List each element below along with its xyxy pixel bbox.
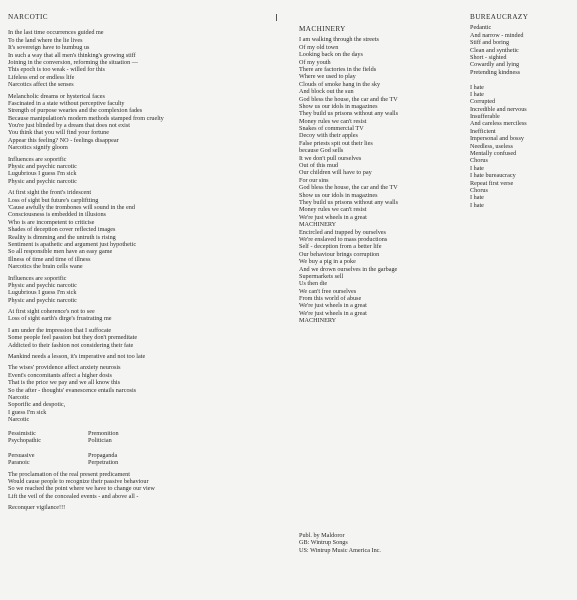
- lyric-line: Inefficient: [470, 127, 496, 135]
- lyric-line: So the after - thoughts' evanescence entails narcosis: [8, 386, 137, 394]
- lyric-line: We can't free ourselves: [299, 287, 357, 295]
- lyric-line: Loss of sight earth's dirge's frustrating me: [8, 315, 112, 323]
- narcotic-verse-1: [8, 29, 270, 88]
- lyric-line: So all responsible men have an easy game: [8, 248, 113, 256]
- machinery-lyrics: [299, 36, 449, 324]
- lyric-line: Soporific and despotic,: [8, 401, 66, 409]
- lyric-line: This epoch is too weak - willed for this: [8, 66, 105, 74]
- lyric-line: The wises' providence affect anxiety neurosis: [8, 364, 121, 372]
- lyric-line: We're enslaved to mass productions: [299, 235, 388, 243]
- lyric-line: I hate: [470, 83, 484, 91]
- lyric-line: And block out the sun: [299, 88, 354, 96]
- lyric-line: Physic and psychic narcotic: [8, 163, 77, 171]
- bureaucrazy-column: [470, 14, 574, 209]
- lyric-line: Psychopathic: [8, 436, 41, 444]
- lyric-line: because God sells: [299, 147, 344, 155]
- lyric-line: In the last time occurrences guided me: [8, 29, 104, 37]
- lyric-line: Politician: [88, 436, 112, 444]
- narcotic-verse-5: [8, 327, 270, 349]
- lyric-line: We're just wheels in a great: [299, 213, 367, 221]
- lyric-line: To the land where the lie lives: [8, 36, 83, 44]
- machinery-title: MACHINERY: [299, 25, 346, 33]
- lyric-line: Joining in the conversion, reforming the situation —: [8, 58, 138, 66]
- lyric-line: In such a way that all men's thinking's growing stiff: [8, 51, 136, 59]
- lyric-line: Needless, useless: [470, 142, 513, 150]
- lyric-line: Consciousness is embedded in illusions: [8, 211, 106, 219]
- lyric-line: God bless the house, the car and the TV: [299, 184, 398, 192]
- narcotic-verse-3: [8, 189, 270, 270]
- lyric-line: We're just wheels in a great: [299, 309, 367, 317]
- lyric-line: Appear this feeling? NO - feelings disappear: [8, 136, 119, 144]
- lyric-line: MACHINERY: [299, 221, 337, 229]
- lyric-line: Our children will have to pay: [299, 169, 372, 177]
- lyric-line: That is the price we pay and we all know this: [8, 379, 121, 387]
- lyric-line: MACHINERY: [299, 317, 337, 325]
- lyric-line: [8, 444, 88, 451]
- lyric-line: I hate: [470, 164, 484, 172]
- lyric-line: I guess I'm sick: [8, 408, 47, 416]
- narcotic-chorus-1: [8, 156, 270, 186]
- lyric-line: Mentally confused: [470, 150, 517, 158]
- lyric-line: Sentiment is apathetic and argument just hypothetic: [8, 240, 137, 248]
- lyric-line: Narcotics affect the senses: [8, 81, 74, 89]
- lyric-line: Pretending kindness: [470, 68, 521, 76]
- lyric-line: Lift the veil of the concealed events - and above all -: [8, 492, 139, 500]
- lyric-line: And we drown ourselves in the garbage: [299, 265, 398, 273]
- narcotic-chorus-2: [8, 275, 270, 305]
- lyric-line: So we reached the point where we have to change our view: [8, 485, 155, 493]
- lyric-line: We're just wheels in a great: [299, 302, 367, 310]
- lyric-line: The proclamation of the real present predicament: [8, 470, 130, 478]
- narcotic-word-grid: [8, 430, 270, 467]
- narcotic-verse-7: [8, 364, 270, 423]
- lyric-line: [88, 444, 178, 451]
- lyric-line: Who is are incompetent to criticise: [8, 218, 95, 226]
- lyric-line: Some people feel passion but they don't premeditate: [8, 334, 138, 342]
- lyric-line: Physic and psychic narcotic: [8, 177, 77, 185]
- lyric-line: Where we used to play: [299, 73, 356, 81]
- lyric-line: Influences are soporific: [8, 155, 67, 163]
- lyric-line: Lugubrious I guess I'm sick: [8, 170, 77, 178]
- bureaucrazy-lyrics: [470, 24, 574, 209]
- narcotic-verse-6: [8, 353, 270, 360]
- lyric-line: Mankind needs a lesson, it's imperative and not too late: [8, 353, 146, 361]
- lyric-line: Encircled and trapped by ourselves: [299, 228, 386, 236]
- lyric-line: Stiff and boring: [470, 39, 510, 47]
- narcotic-title: NARCOTIC: [8, 13, 48, 21]
- lyric-line: Would cause people to recognize their passive behaviour: [8, 477, 149, 485]
- lyric-line: Snakes of commercial TV: [299, 125, 364, 133]
- lyric-line: Show us our idols in magazines: [299, 102, 378, 110]
- word-grid-left: [8, 430, 88, 467]
- lyric-line: Strength of purpose wearies and the complexion fades: [8, 107, 143, 115]
- lyric-line: They build us prisons without any walls: [299, 199, 398, 206]
- lyric-line: I hate bureaucracy: [470, 172, 516, 180]
- lyric-line: Addicted to their fashion not considering their fate: [8, 341, 134, 349]
- lyric-line: Paranoic: [8, 459, 30, 467]
- lyric-line: US: Wintrup Music America Inc.: [299, 546, 381, 554]
- lyric-line: You're just blinded by a dream that does not exist: [8, 122, 130, 130]
- lyric-line: There are factories in the fields: [299, 65, 377, 73]
- machinery-column: [299, 26, 449, 325]
- lyric-line: Narcotics signify gloom: [8, 144, 68, 152]
- lyric-line: Clouds of smoke hang in the sky: [299, 80, 381, 88]
- lyric-line: I am walking through the streets: [299, 36, 379, 44]
- lyric-line: Physic and psychic narcotic: [8, 281, 77, 289]
- lyric-line: Supermarkets sell: [299, 272, 344, 280]
- lyric-line: Cowardly and lying: [470, 61, 520, 69]
- lyric-line: Event's concomitants affect a higher dosis: [8, 371, 112, 379]
- lyric-line: GB: Wintrup Songs: [299, 539, 348, 547]
- lyric-line: Chorus: [470, 157, 488, 165]
- narcotic-verse-4: [8, 308, 270, 323]
- lyric-line: Of my youth: [299, 58, 331, 66]
- lyric-line: Us then die: [299, 280, 328, 288]
- lyric-line: Impersonal and bossy: [470, 135, 524, 143]
- lyric-line: From this world of abuse: [299, 295, 362, 303]
- lyric-line: 'Cause awfully the trombones will sound in the end: [8, 204, 135, 211]
- lyric-line: We buy a pig in a poke: [299, 258, 356, 266]
- lyric-line: You think that you will find your fortune: [8, 129, 109, 137]
- lyric-line: Repeat first verse: [470, 179, 514, 187]
- lyric-line: Chorus: [470, 187, 488, 194]
- lyric-line: Our behaviour brings corruption: [299, 250, 380, 258]
- lyric-line: Of my old town: [299, 43, 339, 51]
- lyric-line: Out of this mud: [299, 162, 339, 170]
- lyric-line: Illness of time and time of illness: [8, 255, 91, 263]
- lyric-line: Corrupted: [470, 98, 496, 106]
- lyric-line: Propaganda: [88, 451, 118, 459]
- lyric-line: False priests spit out their lies: [299, 139, 373, 147]
- lyric-line: Melancholic dreams or hysterical faces: [8, 92, 105, 100]
- lyric-line: Narcotic: [8, 416, 30, 424]
- lyric-line: It's sovereign have to humbug us: [8, 44, 90, 52]
- lyric-line: Because manipulation's modern methods stamped from cruelty: [8, 114, 164, 122]
- lyric-line: And narrow - minded: [470, 31, 524, 39]
- lyric-line: Pedantic: [470, 24, 492, 32]
- lyric-line: Insufferable: [470, 113, 500, 121]
- lyric-line: And careless merciless: [470, 120, 527, 128]
- lyric-line: Money rules we can't resist: [299, 117, 367, 125]
- lyric-line: Fascinated in a state without perceptive faculty: [8, 99, 125, 107]
- lyric-line: Premonition: [88, 429, 119, 437]
- lyric-line: They build us prisons without any walls: [299, 110, 398, 118]
- word-grid-right: [88, 430, 178, 467]
- lyric-line: Short - sighted: [470, 53, 507, 61]
- lyric-line: Looking back on the days: [299, 51, 363, 59]
- bureaucrazy-title: BUREAUCRAZY: [470, 13, 529, 21]
- lyric-line: God bless the house, the car and the TV: [299, 95, 398, 103]
- lyric-line: I am under the impression that I suffocate: [8, 326, 112, 334]
- narcotic-verse-2: [8, 93, 270, 152]
- lyric-line: Loss of sight but future's carpliftting: [8, 196, 99, 204]
- narcotic-column: [8, 14, 270, 511]
- lyric-line: At first sight coherence's not to see: [8, 308, 95, 316]
- lyric-line: Shades of deception cover reflected images: [8, 226, 116, 234]
- lyric-line: Reality is dimming and the untruth is rising: [8, 233, 116, 241]
- lyric-line: Influences are soporific: [8, 274, 67, 282]
- crop-mark: [276, 14, 277, 21]
- narcotic-verse-8: [8, 471, 270, 501]
- publishing-credits: [299, 532, 381, 554]
- lyric-line: For our sins: [299, 176, 329, 184]
- lyric-line: Physic and psychic narcotic: [8, 296, 77, 304]
- narcotic-closing-line: Reconquer vigilance!!!: [8, 504, 66, 512]
- lyric-line: Narcotic: [8, 393, 30, 401]
- lyric-line: Clean and synthetic: [470, 46, 519, 54]
- lyric-line: [470, 76, 574, 83]
- lyric-line: Pessimistic: [8, 429, 36, 437]
- lyric-line: Publ. by Maldoror: [299, 532, 345, 539]
- lyric-line: Incredible and nervous: [470, 105, 527, 113]
- lyric-line: At first sight the front's iridescent: [8, 189, 92, 197]
- lyric-line: Narcotics the brain cells wane: [8, 263, 83, 271]
- lyric-line: I hate: [470, 90, 484, 98]
- lyric-line: I hate: [470, 194, 484, 202]
- lyric-line: Persuasive: [8, 451, 35, 459]
- lyric-line: Money rules we can't resist: [299, 206, 367, 214]
- lyric-line: Self - deception from a better life: [299, 243, 382, 251]
- lyric-line: I hate: [470, 201, 484, 209]
- lyric-line: Lugubrious I guess I'm sick: [8, 289, 77, 297]
- lyric-line: Show us our idols in magazines: [299, 191, 378, 199]
- lyric-line: It we don't pull ourselves: [299, 154, 362, 162]
- lyric-line: Lifeless end or endless life: [8, 73, 75, 81]
- lyric-line: Decoy with their apples: [299, 132, 358, 140]
- lyric-line: Perpetration: [88, 459, 119, 467]
